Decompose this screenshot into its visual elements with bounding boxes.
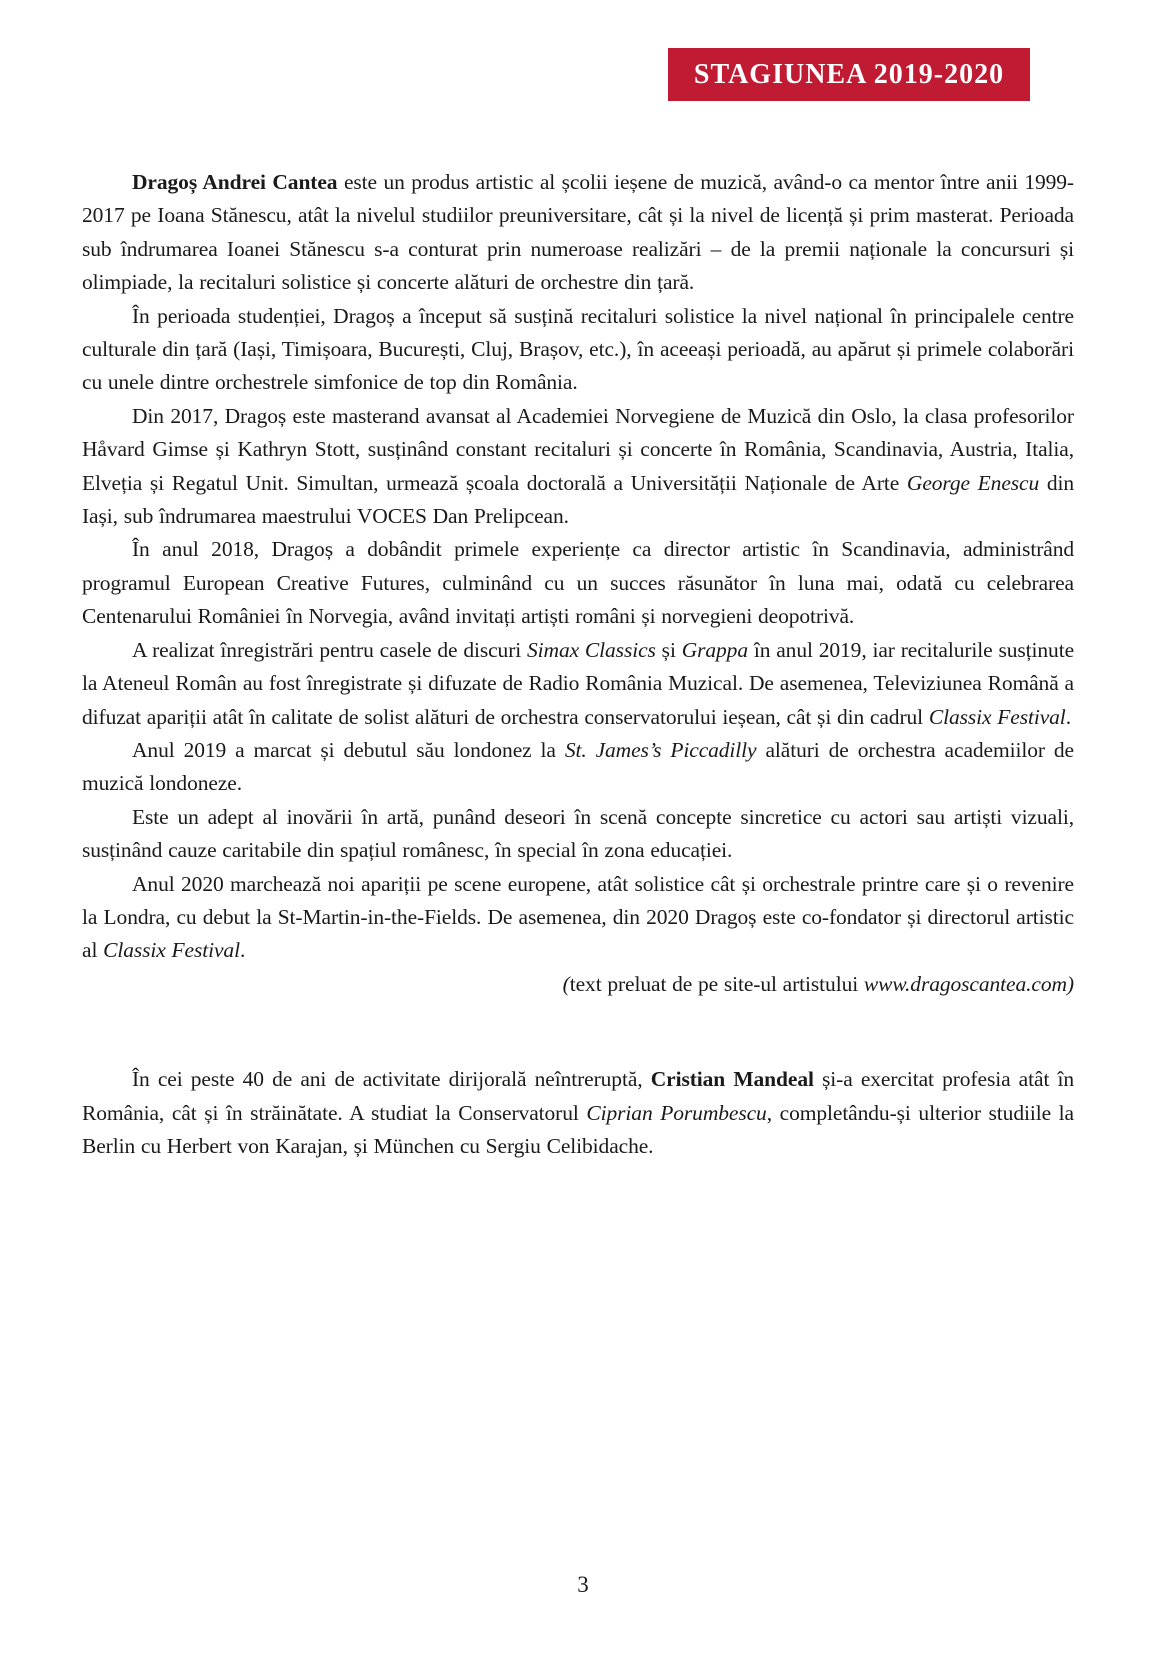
text-segment: alături de orchestra academiilor de muzică londoneze. (82, 737, 1074, 796)
text-segment: din Iași, sub îndrumarea maestrului VOCES Dan Prelipcean. (82, 470, 1074, 529)
text-segment: Este un adept al inovării în artă, punând deseori în scenă concepte sincretice cu actori sau artiști vizuali, susținând cauze caritabile din spațiul românesc, în special în zona educației. (82, 804, 1074, 863)
page-number: 3 (577, 1572, 589, 1597)
text-segment: , completându-și ulterior studiile la Berlin cu Herbert von Karajan, și München cu Sergiu Celibidache. (82, 1100, 1074, 1158)
text-segment: Anul 2019 a marcat și debutul său londonez la (132, 737, 565, 762)
paragraph (82, 868, 1074, 968)
paragraph (82, 533, 1074, 633)
paragraph (82, 968, 1074, 1001)
paragraph (82, 734, 1074, 801)
text-segment: Grappa (681, 637, 748, 662)
text-segment: Classix Festival (103, 938, 240, 963)
text-segment: Din 2017, Dragoș este masterand avansat al Academiei Norvegiene de Muzică din Oslo, la clasa profesorilor Håvard Gimse și Kathryn Stott, susținând constant recitaluri și concerte în România, Scandinavia, Austria, Italia, Elveția și Regatul Unit. Simultan, urmează școala doctorală a Universității Naționale de Arte (82, 403, 1074, 495)
text-segment: În anul 2018, Dragoș a dobândit primele experiențe ca director artistic în Scandinavia, administrând programul European Creative Futures, culminând cu un succes răsunător în luna mai, odată cu celebrarea Centenarului României în Norvegia, având invitați artiști români și norvegieni deopotrivă. (82, 537, 1074, 629)
page-footer (0, 1572, 1166, 1598)
paragraph (82, 166, 1074, 300)
text-segment: și (655, 637, 682, 662)
season-banner-label: STAGIUNEA 2019-2020 (693, 58, 1005, 90)
text-segment: și-a exercitat profesia atât în România, cât și în străinătate. A studiat la Conservatorul (82, 1067, 1074, 1125)
paragraph (82, 300, 1074, 400)
season-banner (668, 48, 1030, 101)
paragraph (82, 1063, 1074, 1163)
text-segment: În perioada studenției, Dragoș a început să susțină recitaluri solistice la nivel național în principalele centre culturale din țară (Iași, Timișoara, București, Cluj, Brașov, etc.), în aceeași perioadă, au apărut și primele colaborări cu unele dintre orchestrele simfonice de top din România. (82, 303, 1074, 395)
text-segment: În cei peste 40 de ani de activitate dirijorală neîntreruptă, (132, 1067, 651, 1092)
paragraph (82, 801, 1074, 868)
text-segment: este un produs artistic al școlii ieșene de muzică, având-o ca mentor între anii 1999-2017 pe Ioana Stănescu, atât la nivelul studiilor preuniversitare, cât și la nivel de licență și prim masterat. Perioada sub îndrumarea Ioanei Stănescu s-a conturat prin numeroase realizări – de la premii naționale la concursuri și olimpiade, la recitaluri solistice și concerte alături de orchestre din țară. (82, 170, 1074, 295)
paragraph (82, 634, 1074, 734)
text-segment: . (239, 938, 246, 963)
text-segment: Ciprian Porumbescu (586, 1100, 767, 1125)
text-segment: St. James’s Piccadilly (564, 737, 757, 762)
text-segment: www.dragoscantea.com) (863, 971, 1074, 996)
text-segment: Anul 2020 marchează noi apariții pe scene europene, atât solistice cât și orchestrale printre care și o revenire la Londra, cu debut la St-Martin-in-the-Fields. De asemenea, din 2020 Dragoș este co-fondator și directorul artistic al (82, 871, 1074, 963)
text-segment: în anul 2019, iar recitalurile susținute la Ateneul Român au fost înregistrate și difuzate de Radio România Muzical. De asemenea, Televiziunea Română a difuzat apariții atât în calitate de solist alături de orchestra conservatorului ieșean, cât și din cadrul (82, 637, 1075, 729)
text-segment: . (1065, 704, 1071, 729)
text-segment: Cristian Mandeal (650, 1067, 814, 1092)
text-segment: ( (562, 971, 570, 996)
text-segment: Simax Classics (527, 637, 656, 662)
text-segment: A realizat înregistrări pentru casele de discuri (132, 637, 528, 662)
text-segment: Classix Festival (928, 704, 1066, 729)
paragraph (82, 400, 1074, 534)
text-segment: text preluat de pe site-ul artistului (569, 971, 864, 996)
article-body (82, 166, 1074, 1163)
text-segment: Dragoș Andrei Cantea (132, 170, 338, 194)
text-segment: George Enescu (906, 470, 1040, 495)
